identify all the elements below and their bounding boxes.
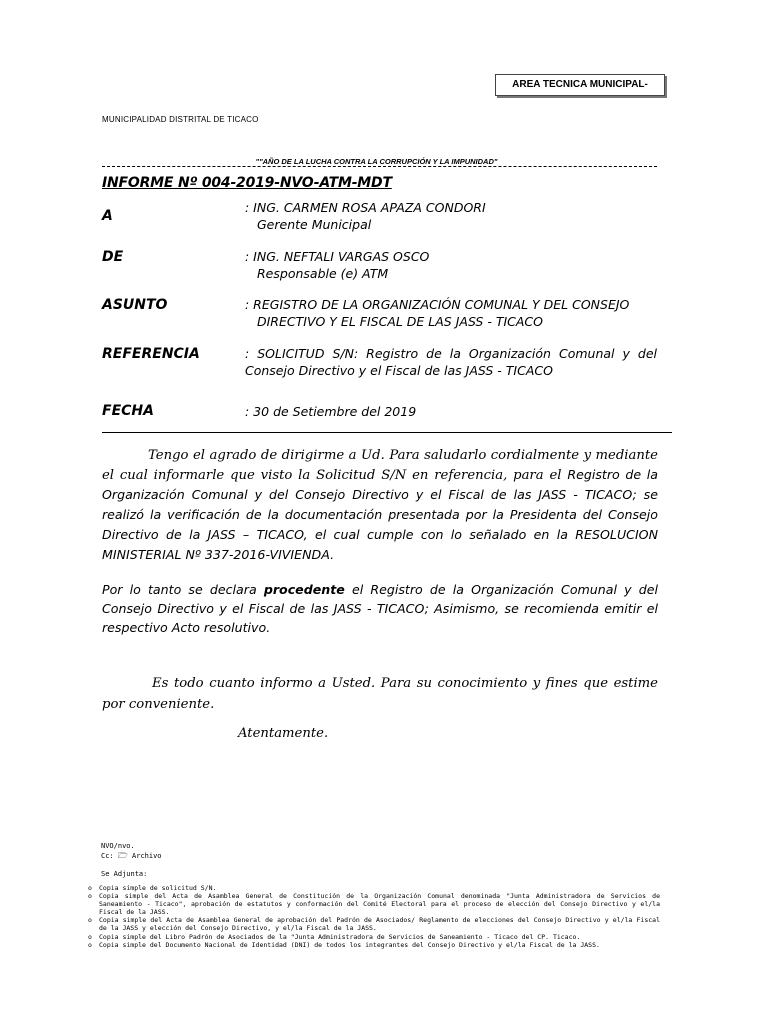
bullet: o — [88, 884, 92, 892]
from-role: Responsable (e) ATM — [257, 266, 389, 281]
attachment-text: Copia simple del Acta de Asamblea General de Constitución de la Organización Comunal denominada "Junta Administradora de Servicios de Saneamiento - Ticaco", aprobación de estatutos y conformación del Comité Electoral para el proceso de elección del Consejo Directivo y el/la Fiscal de la JASS. — [99, 892, 660, 917]
bullet: o — [88, 892, 92, 901]
to-label: A — [102, 208, 113, 224]
date-value: : 30 de Setiembre del 2019 — [245, 404, 417, 419]
from-name: : ING. NEFTALI VARGAS OSCO — [245, 249, 430, 264]
to-name: : ING. CARMEN ROSA APAZA CONDORI — [245, 200, 486, 215]
area-tecnica-box: AREA TECNICA MUNICIPAL- — [495, 74, 665, 96]
attachments-list — [88, 884, 660, 949]
p2-procedente: procedente — [263, 582, 345, 597]
subject-value — [245, 296, 657, 330]
from-label: DE — [102, 249, 124, 265]
p1-rest: Registro de la Organización Comunal y del Consejo Directivo y el Fiscal de las JASS - TICACO; se realizó la verificación de la documentación presentada por la Presidenta del Consejo Directivo de la JASS – TICACO, el cual cumple con lo señalado en la RESOLUCION MINISTERIAL Nº 337-2016-VIVIENDA. — [102, 467, 658, 562]
list-item — [88, 916, 660, 932]
body-paragraph-1 — [102, 446, 658, 565]
folder-icon: 🗁 — [117, 851, 128, 860]
attachment-text: Copia simple del Documento Nacional de Identidad (DNI) de todos los integrantes del Consejo Directivo y el/la Fiscal de la JASS. — [99, 940, 600, 949]
list-item — [88, 941, 660, 949]
header-rule — [102, 432, 672, 433]
body-paragraph-2 — [102, 580, 658, 637]
list-item — [88, 884, 660, 892]
subject-line1: : REGISTRO DE LA ORGANIZACIÓN COMUNAL Y DEL CONSEJO — [245, 297, 630, 312]
bullet: o — [88, 940, 92, 949]
dashed-divider — [102, 166, 657, 167]
reference-value: : SOLICITUD S/N: Registro de la Organización Comunal y del Consejo Directivo y el Fiscal de las JASS - TICACO — [245, 346, 657, 378]
date-label: FECHA — [102, 403, 154, 419]
list-item — [88, 933, 660, 941]
cc-label: Cc: — [101, 852, 114, 860]
attachment-text: Copia simple de solicitud S/N. — [99, 884, 217, 892]
attach-label: Se Adjunta: — [101, 870, 148, 878]
bullet: o — [88, 916, 92, 925]
attachment-text: Copia simple del Acta de Asamblea General de aprobación del Padrón de Asociados/ Reglamento de elecciones del Consejo Directivo y el/la Fiscal de la JASS y elección del Consejo Directivo, y el/la Fiscal de la JASS. — [99, 916, 660, 933]
attachment-text: Copia simple del Libro Padrón de Asociados de la "Junta Administradora de Servicios de Saneamiento - Ticaco del CP. Ticaco. — [99, 932, 581, 941]
p1-intro: Tengo el agrado de dirigirme a Ud. Para saludarlo cordialmente y mediante el cual informarle que visto la Solicitud S/N en referencia, para el — [102, 448, 658, 483]
list-item — [88, 892, 660, 916]
subject-line2: DIRECTIVO Y EL FISCAL DE LAS JASS - TICACO — [257, 314, 543, 329]
p2-after: el Registro de la Organización Comunal y del Consejo Directivo y el Fiscal de las JASS - TICACO; Asimismo, se recomienda emitir el respectivo Acto resolutivo. — [102, 582, 658, 635]
closing-paragraph: Es todo cuanto informo a Usted. Para su conocimiento y fines que estime por conveniente. — [102, 676, 658, 712]
p2-before: Por lo tanto se declara — [102, 582, 264, 597]
year-motto: ""AÑO DE LA LUCHA CONTRA LA CORRUPCIÓN Y LA IMPUNIDAD" — [255, 157, 498, 166]
to-role: Gerente Municipal — [257, 217, 372, 232]
signoff: Atentamente. — [238, 726, 329, 741]
reference-label: REFERENCIA — [102, 346, 200, 362]
cc-line — [101, 851, 162, 861]
to-value — [245, 199, 657, 233]
report-number: INFORME Nº 004-2019-NVO-ATM-MDT — [102, 175, 392, 191]
cc-text: Archivo — [132, 852, 162, 860]
initials: NVO/nvo. — [101, 842, 135, 850]
subject-label: ASUNTO — [102, 297, 168, 313]
from-value — [245, 248, 657, 282]
municipality-name: MUNICIPALIDAD DISTRITAL DE TICACO — [102, 115, 259, 124]
bullet: o — [88, 932, 92, 941]
